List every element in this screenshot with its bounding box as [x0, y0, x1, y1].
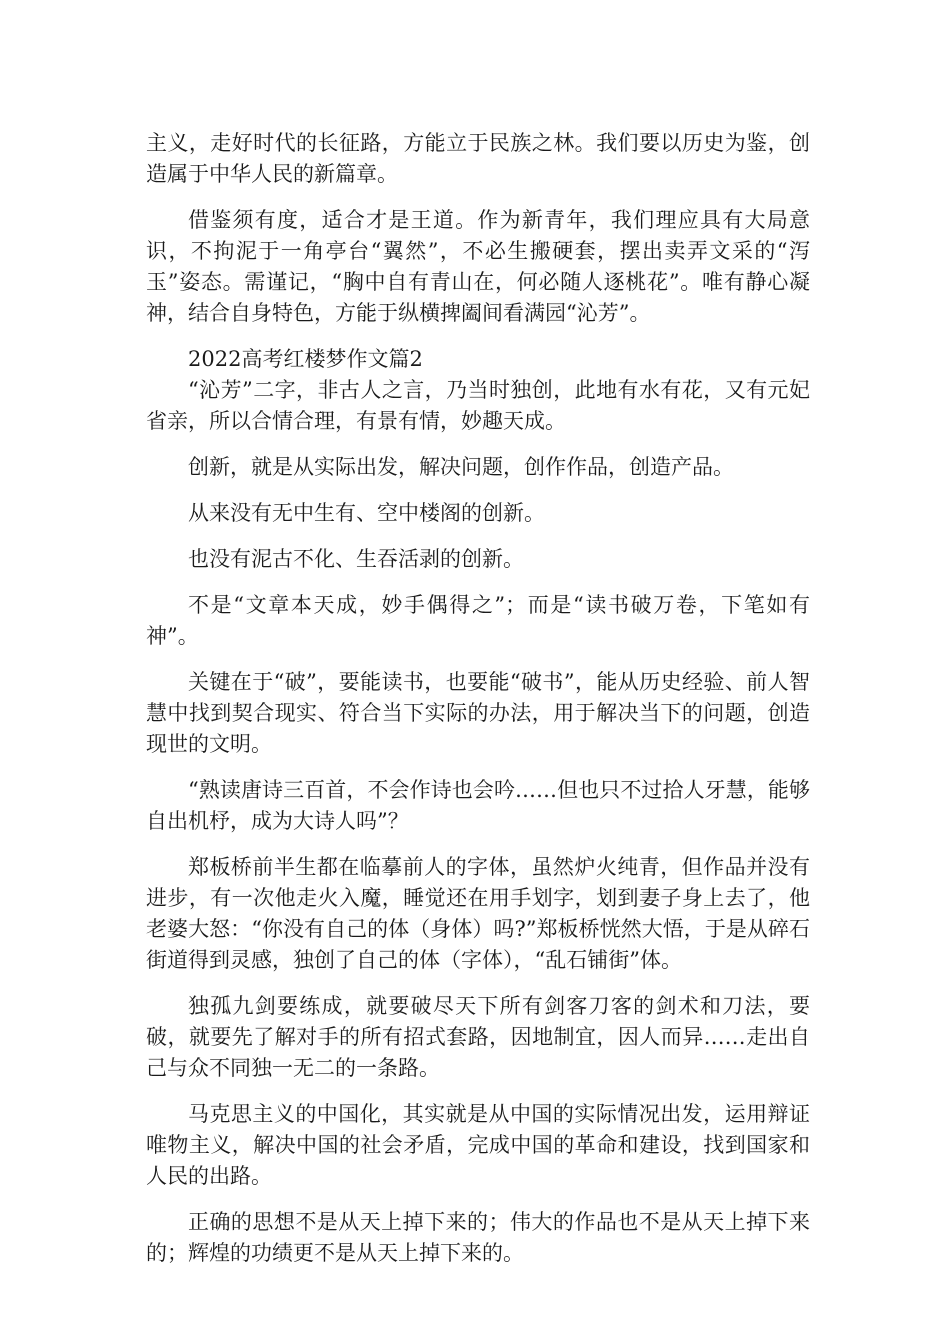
- paragraph-continued: 主义，走好时代的长征路，方能立于民族之林。我们要以历史为鉴，创造属于中华人民的新篇章。: [146, 131, 810, 186]
- paragraph: 也没有泥古不化、生吞活剥的创新。: [188, 547, 524, 571]
- document-page: [146, 128, 810, 1284]
- paragraph: “熟读唐诗三百首，不会作诗也会吟……但也只不过拾人牙慧，能够自出机杼，成为大诗人吗”？: [146, 778, 810, 833]
- paragraph: 创新，就是从实际出发，解决问题，创作作品，创造产品。: [188, 455, 734, 479]
- paragraph: 借鉴须有度，适合才是王道。作为新青年，我们理应具有大局意识，不拘泥于一角亭台“翼然”，不必生搬硬套，摆出卖弄文采的“泻玉”姿态。需谨记，“胸中自有青山在，何必随人逐桃花”。唯有静心凝神，结合自身特色，方能于纵横捭阖间看满园“沁芳”。: [146, 208, 810, 325]
- paragraph: 从来没有无中生有、空中楼阁的创新。: [188, 501, 545, 525]
- paragraph: “沁芳”二字，非古人之言，乃当时独创，此地有水有花，又有元妃省亲，所以合情合理，有景有情，妙趣天成。: [146, 378, 810, 433]
- paragraph: 郑板桥前半生都在临摹前人的字体，虽然炉火纯青，但作品并没有进步，有一次他走火入魔，睡觉还在用手划字，划到妻子身上去了，他老婆大怒：“你没有自己的体（身体）吗?”郑板桥恍然大悟，于是从碎石街道得到灵感，独创了自己的体（字体），“乱石铺街”体。: [146, 855, 810, 972]
- paragraph: 关键在于“破”，要能读书，也要能“破书”，能从历史经验、前人智慧中找到契合现实、符合当下实际的办法，用于解决当下的问题，创造现世的文明。: [146, 670, 810, 756]
- paragraph: 马克思主义的中国化，其实就是从中国的实际情况出发，运用辩证唯物主义，解决中国的社会矛盾，完成中国的革命和建设，找到国家和人民的出路。: [146, 1102, 810, 1188]
- paragraph: 正确的思想不是从天上掉下来的；伟大的作品也不是从天上掉下来的；辉煌的功绩更不是从天上掉下来的。: [146, 1210, 810, 1265]
- section-heading: 2022高考红楼梦作文篇2: [188, 347, 423, 371]
- paragraph: 不是“文章本天成，妙手偶得之”；而是“读书破万卷，下笔如有神”。: [146, 593, 810, 648]
- paragraph: 独孤九剑要练成，就要破尽天下所有剑客刀客的剑术和刀法，要破，就要先了解对手的所有招式套路，因地制宜，因人而异……走出自己与众不同独一无二的一条路。: [146, 994, 810, 1080]
